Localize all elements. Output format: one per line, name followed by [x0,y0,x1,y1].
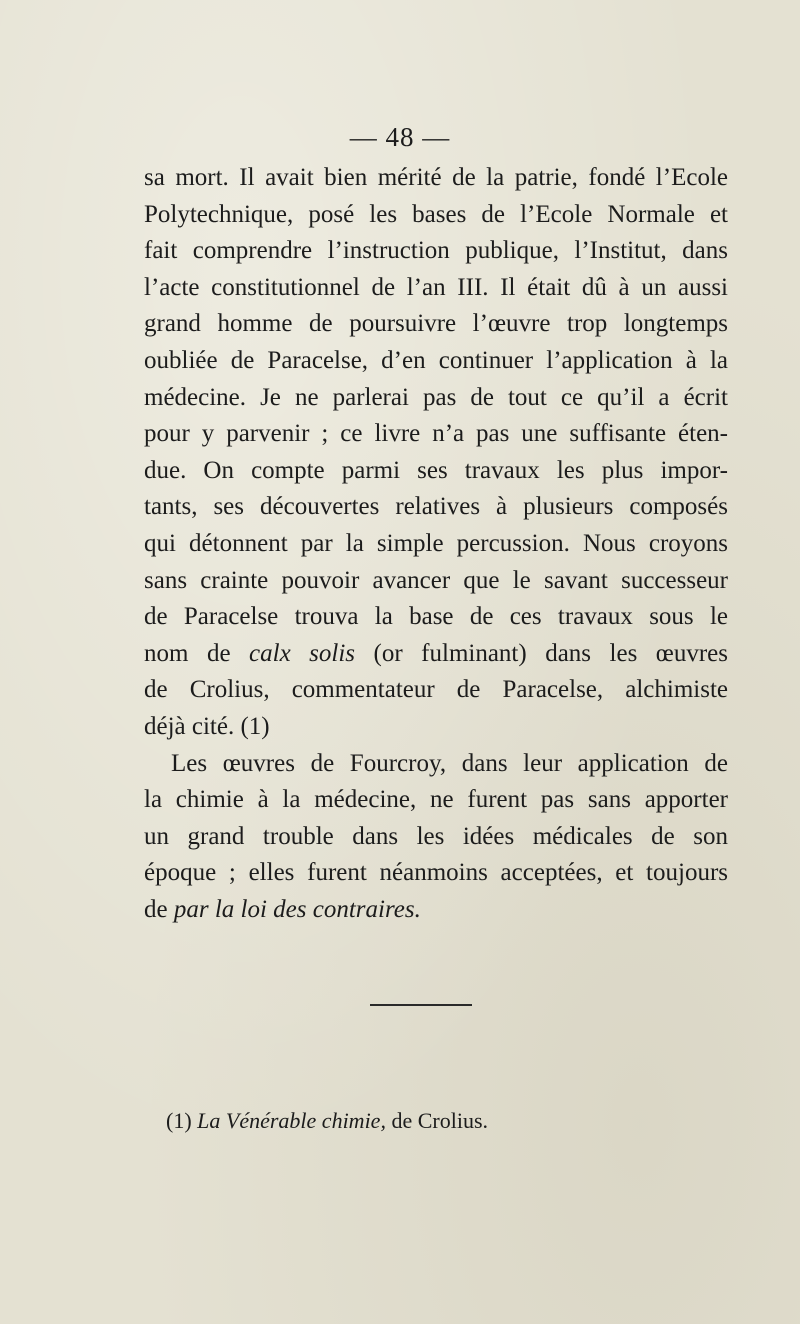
text-line [144,892,728,929]
text-segment: (or fulminant) dans les œuvres [355,639,728,667]
text-line: déjà cité. (1) [144,712,270,740]
text-line: de Crolius, commentateur de Paracelse, alchimiste [144,676,728,704]
footnote-text: de Crolius. [385,1108,489,1133]
text-line: pour y parvenir ; ce livre n’a pas une suffisante éten- [144,420,728,448]
text-segment: nom de [144,639,250,667]
paragraph-start-line: Les œuvres de Fourcroy, dans leur application de [171,749,728,777]
italic-phrase: par la loi des contraires. [173,895,421,923]
text-line: oubliée de Paracelse, d’en continuer l’application à la [144,346,728,374]
text-line: due. On compte parmi ses travaux les plus impor- [144,456,728,484]
footnote-separator [370,1004,472,1006]
text-line: fait comprendre l’instruction publique, l’Institut, dans [144,237,728,265]
text-line: un grand trouble dans les idées médicales de son [144,822,728,850]
text-line: tants, ses découvertes relatives à plusieurs composés [144,493,728,521]
text-line: sans crainte pouvoir avancer que le savant successeur [144,566,728,594]
italic-term: calx solis [249,639,356,667]
text-line: grand homme de poursuivre l’œuvre trop longtemps [144,310,728,338]
text-line [144,636,728,673]
text-line: l’acte constitutionnel de l’an III. Il était dû à un aussi [144,273,728,301]
footnote [166,1108,488,1134]
text-line: médecine. Je ne parlerai pas de tout ce qu’il a écrit [144,383,728,411]
footnote-marker: (1) [166,1108,198,1133]
footnote-title: La Vénérable chimie, [197,1108,386,1133]
text-line: qui détonnent par la simple percussion. Nous croyons [144,529,728,557]
text-line: époque ; elles furent néanmoins acceptées, et toujours [144,859,728,887]
text-line: sa mort. Il avait bien mérité de la patrie, fondé l’Ecole [144,164,728,191]
text-segment: de [144,895,174,923]
body-text [144,160,728,928]
page-number: — 48 — [349,122,451,152]
text-line: Polytechnique, posé les bases de l’Ecole Normale et [144,200,728,228]
text-line: la chimie à la médecine, ne furent pas sans apporter [144,786,728,814]
text-line: de Paracelse trouva la base de ces travaux sous le [144,603,728,631]
